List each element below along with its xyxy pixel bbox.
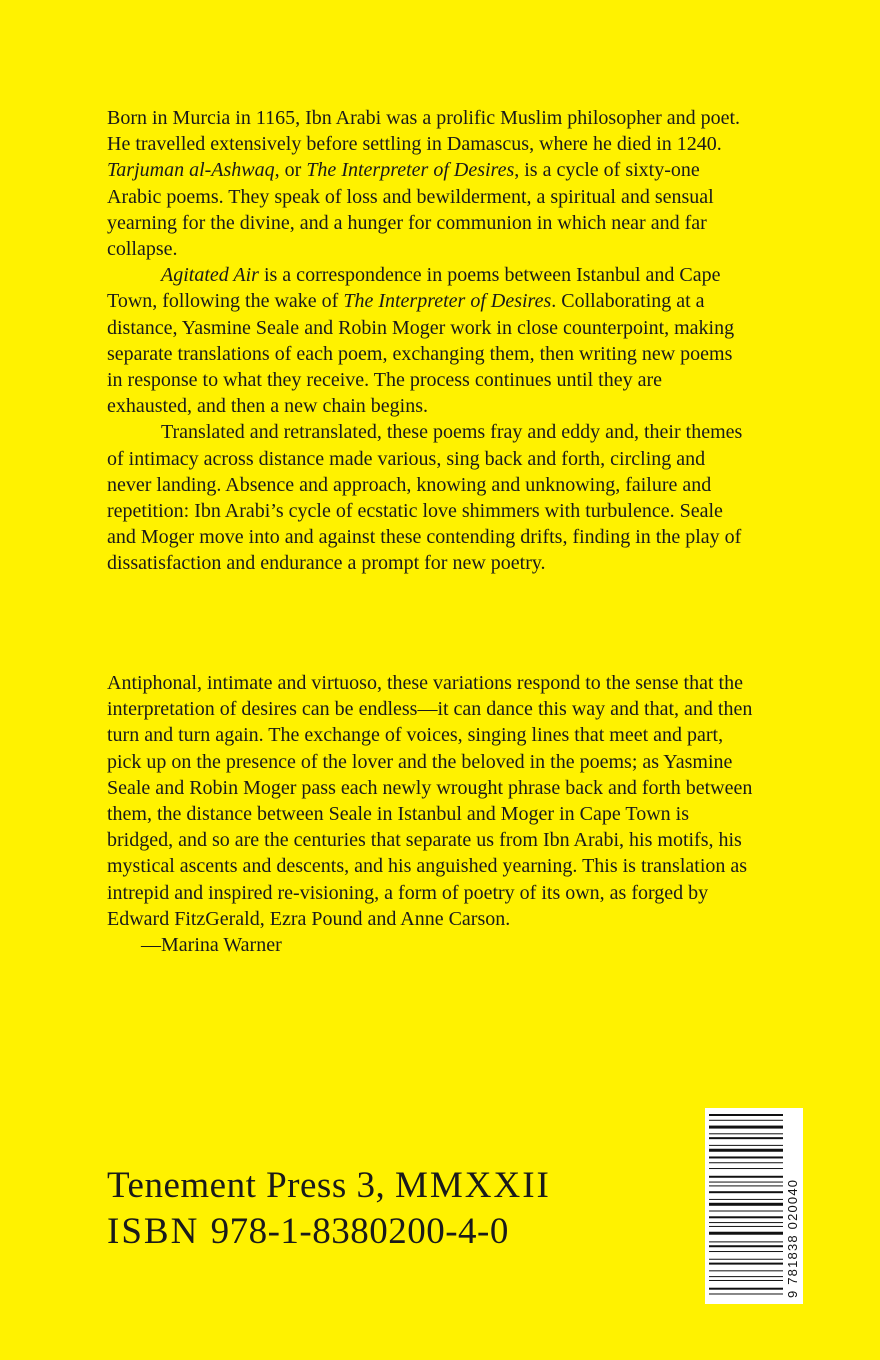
barcode-bar xyxy=(709,1263,783,1265)
barcode-bar xyxy=(709,1211,783,1212)
barcode-bar xyxy=(709,1245,783,1247)
barcode-bar xyxy=(709,1222,783,1223)
barcode-bar xyxy=(709,1168,783,1169)
barcode-bar xyxy=(709,1145,783,1146)
description-text: . Collaborating at a distance, Yasmine Seale and Robin Moger work in close counterpoint, making separate translations of each poem, exchanging them, then writing new poems in response to what they receive. The process continues until they are exhausted, and then a new chain begins. xyxy=(107,290,735,418)
publication-year: MMXXII xyxy=(394,1165,551,1206)
barcode-bar xyxy=(709,1162,783,1163)
description-paragraph-3: Translated and retranslated, these poems fray and eddy and, their themes of intimacy across distance made various, sing back and forth, circling and never landing. Absence and approach, knowing and unknowing, failure and repetition: Ibn Arabi’s cycle of ecstatic love shimmers with turbulence. Seale and Moger move into and against these contending drifts, finding in the play of dissatisfaction and endurance a prompt for new poetry. xyxy=(107,421,743,575)
barcode-bar xyxy=(709,1120,783,1121)
barcode-bar xyxy=(709,1288,783,1290)
barcode-bar xyxy=(709,1251,783,1252)
isbn-line xyxy=(107,1209,551,1255)
barcode-bar xyxy=(709,1276,783,1277)
english-title: The Interpreter of Desires xyxy=(343,290,552,313)
description-text: , is a cycle of sixty-one Arabic poems. They speak of loss and bewilderment, a spiritual and sensual yearning for the divine, and a hunger for communion in which near and far collapse. xyxy=(107,159,714,261)
barcode-bar xyxy=(709,1216,783,1218)
barcode-bar xyxy=(709,1241,783,1242)
description-paragraph-1 xyxy=(107,105,747,262)
publisher-name: Tenement Press 3, xyxy=(107,1165,395,1206)
isbn-label: ISBN xyxy=(107,1211,211,1252)
barcode-bar xyxy=(709,1280,783,1281)
barcode-bar xyxy=(709,1226,783,1227)
barcode-bar xyxy=(709,1259,783,1260)
barcode-bar xyxy=(709,1176,783,1178)
english-title: The Interpreter of Desires xyxy=(306,159,515,182)
barcode-bar xyxy=(709,1191,783,1193)
book-title: Agitated Air xyxy=(161,264,259,287)
description-text: Born in Murcia in 1165, Ibn Arabi was a prolific Muslim philosopher and poet. He travelled extensively before settling in Damascus, where he died in 1240. xyxy=(107,107,741,156)
endorsement-quote xyxy=(107,670,757,958)
arabic-title: Tarjuman al-Ashwaq xyxy=(107,159,275,182)
description-paragraph-2 xyxy=(107,262,747,419)
barcode-digits: 9 781838 020040 xyxy=(785,1178,800,1298)
description-text: , or xyxy=(274,159,307,182)
barcode-bar xyxy=(709,1270,783,1271)
barcode-bar xyxy=(709,1232,783,1235)
barcode-bar xyxy=(709,1156,783,1158)
barcode-bar xyxy=(709,1185,783,1186)
quote-attribution: —Marina Warner xyxy=(141,934,282,957)
publisher-line xyxy=(107,1163,551,1209)
quote-text: Antiphonal, intimate and virtuoso, these variations respond to the sense that the interpretation of desires can be endless—it can dance this way and that, and then turn and turn again. The exchange of voices, singing lines that meet and part, pick up on the presence of the lover and the beloved in the poems; as Yasmine Seale and Robin Moger pass each newly wrought phrase back and forth between them, the distance between Seale in Istanbul and Moger in Cape Town is bridged, and so are the centuries that separate us from Ibn Arabi, his motifs, his mystical ascents and descents, and his anguished yearning. This is translation as intrepid and inspired re-visioning, a form of poetry of its own, as forged by Edward FitzGerald, Ezra Pound and Anne Carson. xyxy=(107,672,753,930)
barcode-bar xyxy=(709,1149,783,1152)
publisher-info xyxy=(107,1163,551,1255)
isbn-barcode xyxy=(705,1108,803,1304)
description-text: is a correspondence in poems between Istanbul and Cape Town, following the wake of xyxy=(107,264,721,313)
barcode-bar xyxy=(709,1182,783,1183)
barcode-bar xyxy=(709,1199,783,1200)
barcode-bar xyxy=(709,1114,783,1116)
barcode-bar xyxy=(709,1126,783,1129)
isbn-number: 978-1-8380200-4-0 xyxy=(210,1211,509,1252)
barcode-bar xyxy=(709,1137,783,1139)
barcode-bar xyxy=(709,1203,783,1206)
barcode-bar xyxy=(709,1133,783,1134)
barcode-bar xyxy=(709,1293,783,1294)
book-description xyxy=(107,105,747,577)
